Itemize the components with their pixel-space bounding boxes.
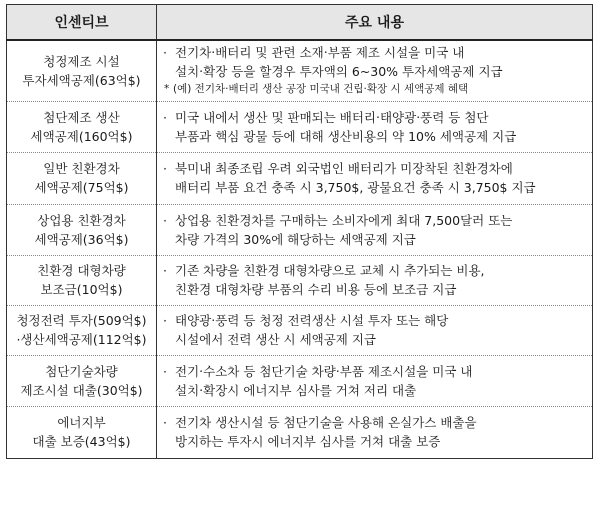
incentive-table-container [6, 4, 592, 459]
bullet-dot-icon: · [163, 263, 167, 278]
table-row [7, 305, 593, 355]
incentive-name-cell [7, 305, 157, 355]
table-header-row [7, 5, 593, 41]
incentive-description-cell [157, 255, 593, 305]
bullet-dot-icon: · [163, 212, 167, 228]
note-text: (예) 전기차‧배터리 생산 공장 미국내 건립‧확장 시 세액공제 혜택 [173, 83, 469, 96]
incentive-name-line: 투자세액공제(63억$) [22, 72, 141, 88]
description-line: 부품과 핵심 광물 등에 대해 생산비용의 약 10% 세액공제 지급 [175, 128, 517, 144]
incentive-name-line: 보조금(10억$) [40, 282, 123, 297]
description-line: 태양광‧풍력 등 청정 전력생산 시설 투자 또는 해당 [175, 313, 449, 328]
bullet-dot-icon: · [163, 363, 167, 379]
incentive-name-cell [7, 40, 157, 101]
table-row [7, 355, 593, 406]
incentive-name-cell [7, 355, 157, 406]
description-bullet [161, 413, 588, 451]
description-line: 설치‧확장시 에너지부 심사를 거쳐 저리 대출 [175, 382, 417, 398]
description-bullet [161, 159, 588, 197]
bullet-dot-icon: · [163, 109, 167, 125]
description-line: 방지하는 투자시 에너지부 심사를 거쳐 대출 보증 [175, 434, 441, 449]
incentive-name-line: 세액공제(160억$) [30, 128, 133, 144]
incentive-description-cell [157, 204, 593, 255]
table-row [7, 255, 593, 305]
bullet-dot-icon: · [163, 161, 167, 176]
description-bullet [161, 261, 588, 299]
table-row [7, 204, 593, 255]
incentive-description-cell [157, 406, 593, 458]
incentive-description-cell [157, 305, 593, 355]
incentive-name-line: 세액공제(75억$) [34, 180, 129, 195]
incentive-description-cell [157, 40, 593, 101]
description-note [161, 81, 588, 98]
table-row [7, 101, 593, 152]
incentive-name-line: 첨단기술차량 [45, 363, 118, 379]
incentive-name-line: 제조시설 대출(30억$) [20, 382, 143, 398]
incentive-name-cell [7, 204, 157, 255]
incentive-description-cell [157, 101, 593, 152]
incentive-name-line: 세액공제(36억$) [34, 231, 129, 247]
header-incentive: 인센티브 [7, 5, 157, 41]
incentive-name-cell [7, 255, 157, 305]
header-main-content: 주요 내용 [157, 5, 593, 41]
incentive-table [6, 4, 593, 459]
description-line: 미국 내에서 생산 및 판매되는 배터리‧태양광‧풍력 등 첨단 [175, 109, 489, 125]
description-bullet [161, 311, 588, 349]
description-bullet [161, 43, 588, 81]
incentive-name-cell [7, 101, 157, 152]
table-row [7, 406, 593, 458]
description-line: 설치‧확장 등을 할경우 투자액의 6~30% 투자세액공제 지급 [175, 64, 503, 80]
description-line: 배터리 부품 요건 충족 시 3,750$, 광물요건 충족 시 3,750$ 지급 [175, 180, 536, 195]
description-line: 차량 가격의 30%에 해당하는 세액공제 지급 [175, 231, 416, 247]
incentive-name-line: 일반 친환경차 [43, 161, 120, 176]
table-row [7, 40, 593, 101]
incentive-name-line: 상업용 친환경차 [37, 212, 126, 228]
incentive-name-line: 대출 보증(43억$) [32, 434, 131, 449]
description-bullet [161, 362, 588, 400]
table-body [7, 40, 593, 458]
incentive-name-cell [7, 406, 157, 458]
incentive-description-cell [157, 152, 593, 204]
description-line: 전기차‧배터리 및 관련 소재‧부품 제조 시설을 미국 내 [175, 45, 465, 61]
description-bullet [161, 211, 588, 249]
incentive-name-line: 청정전력 투자(509억$) [16, 313, 147, 328]
description-line: 기존 차량을 친환경 대형차량으로 교체 시 추가되는 비용, [175, 263, 485, 278]
asterisk-icon: * [164, 83, 170, 96]
incentive-name-line: 첨단제조 생산 [43, 109, 120, 125]
description-line: 전기‧수소차 등 첨단기술 차량‧부품 제조시설을 미국 내 [175, 363, 473, 379]
bullet-dot-icon: · [163, 313, 167, 328]
incentive-name-cell [7, 152, 157, 204]
bullet-dot-icon: · [163, 415, 167, 430]
incentive-name-line: 친환경 대형차량 [37, 263, 126, 278]
bullet-dot-icon: · [163, 45, 167, 61]
incentive-name-line: 에너지부 [57, 415, 106, 430]
description-line: 친환경 대형차량 부품의 수리 비용 등에 보조금 지급 [175, 282, 457, 297]
incentive-description-cell [157, 355, 593, 406]
description-bullet [161, 108, 588, 146]
description-line: 상업용 친환경차를 구매하는 소비자에게 최대 7,500달러 또는 [175, 212, 513, 228]
table-row [7, 152, 593, 204]
description-line: 시설에서 전력 생산 시 세액공제 지급 [175, 332, 376, 347]
incentive-name-line: ·생산세액공제(112억$) [16, 332, 147, 347]
incentive-name-line: 청정제조 시설 [43, 53, 120, 69]
description-line: 전기차 생산시설 등 첨단기술을 사용해 온실가스 배출을 [175, 415, 477, 430]
description-line: 북미내 최종조립 우려 외국법인 배터리가 미장착된 친환경차에 [175, 161, 513, 176]
